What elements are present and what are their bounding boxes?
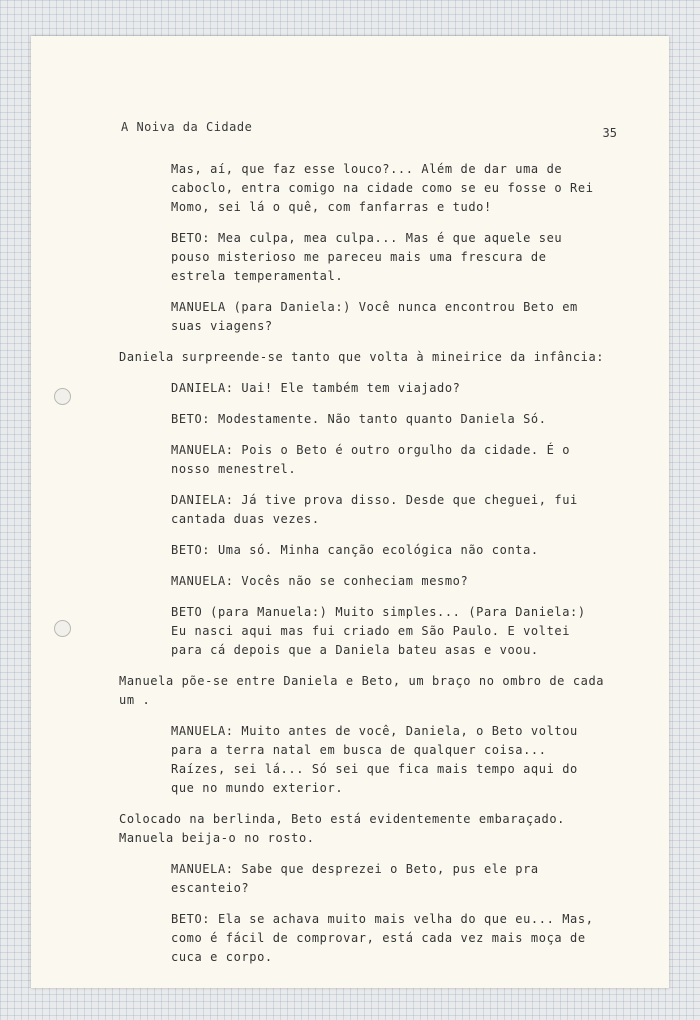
dialogue-paragraph: BETO: Modestamente. Não tanto quanto Daniela Só. bbox=[171, 412, 547, 426]
dialogue-paragraph: BETO: Uma só. Minha canção ecológica não conta. bbox=[171, 543, 539, 557]
dialogue-paragraph: DANIELA: Uai! Ele também tem viajado? bbox=[171, 381, 461, 395]
stage-direction: Manuela põe-se entre Daniela e Beto, um braço no ombro de cada um . bbox=[119, 674, 605, 707]
dialogue-paragraph: MANUELA: Sabe que desprezei o Beto, pus ele pra escanteio? bbox=[171, 862, 539, 895]
stage-direction: Daniela surpreende-se tanto que volta à mineirice da infância: bbox=[119, 350, 605, 364]
dialogue-paragraph: MANUELA: Muito antes de você, Daniela, o Beto voltou para a terra natal em busca de qualquer coisa... Raízes, sei lá... Só sei que fica mais tempo aqui do que no mundo exterior. bbox=[171, 724, 578, 795]
script-body bbox=[31, 160, 669, 979]
dialogue-paragraph: DANIELA: Já tive prova disso. Desde que cheguei, fui cantada duas vezes. bbox=[171, 493, 578, 526]
dialogue-paragraph: MANUELA: Pois o Beto é outro orgulho da cidade. É o nosso menestrel. bbox=[171, 443, 571, 476]
dialogue-paragraph: Mas, aí, que faz esse louco?... Além de dar uma de caboclo, entra comigo na cidade como se eu fosse o Rei Momo, sei lá o quê, com fanfarras e tudo! bbox=[171, 162, 594, 214]
dialogue-paragraph: MANUELA: Vocês não se conheciam mesmo? bbox=[171, 574, 469, 588]
manuscript-page bbox=[31, 36, 669, 988]
dialogue-paragraph: BETO: Mea culpa, mea culpa... Mas é que aquele seu pouso misterioso me pareceu mais uma frescura de estrela temperamental. bbox=[171, 231, 563, 283]
dialogue-paragraph: BETO: Ela se achava muito mais velha do que eu... Mas, como é fácil de comprovar, está cada vez mais moça de cuca e corpo. bbox=[171, 912, 594, 964]
stage-direction: Colocado na berlinda, Beto está evidentemente embaraçado. Manuela beija-o no rosto. bbox=[119, 812, 566, 845]
dialogue-paragraph: MANUELA (para Daniela:) Você nunca encontrou Beto em suas viagens? bbox=[171, 300, 578, 333]
page-number: 35 bbox=[602, 126, 617, 140]
dialogue-paragraph: BETO (para Manuela:) Muito simples... (Para Daniela:) Eu nasci aqui mas fui criado em São Paulo. E voltei para cá depois que a Daniela bateu asas e voou. bbox=[171, 605, 586, 657]
page-title: A Noiva da Cidade bbox=[121, 120, 253, 134]
